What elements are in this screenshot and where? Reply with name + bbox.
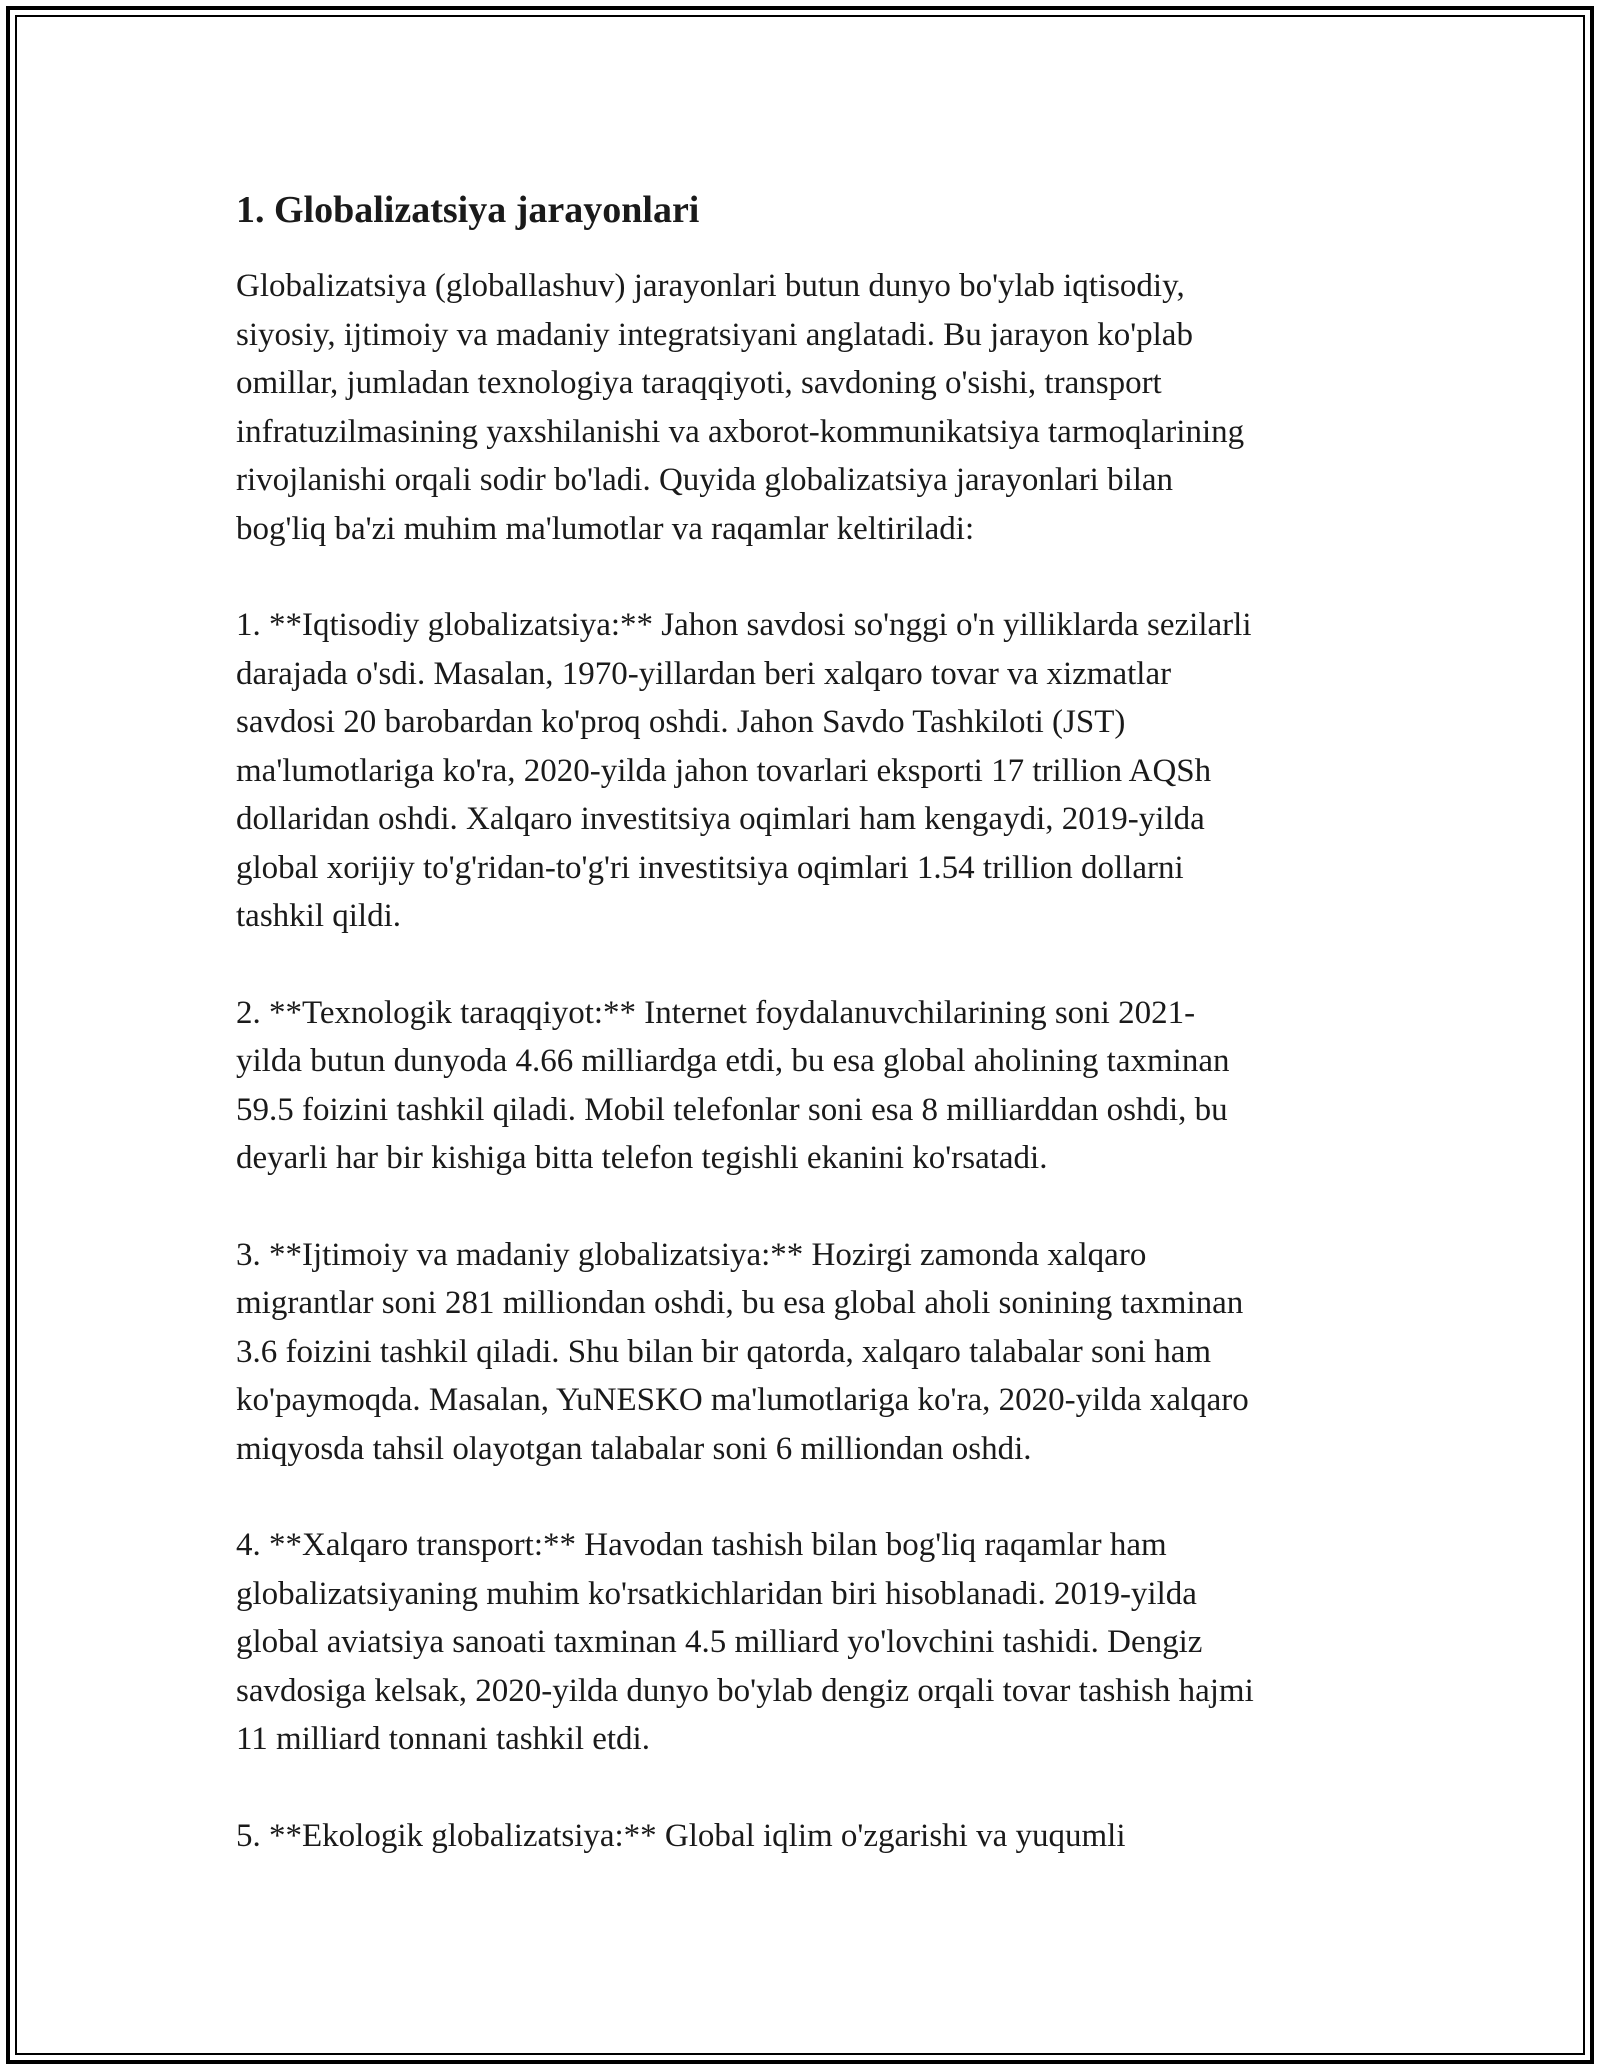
- text-line: global xorijiy to'g'ridan-to'g'ri investitsiya oqimlari 1.54 trillion dollarni: [236, 849, 1184, 886]
- paragraph-list: [236, 262, 1386, 1860]
- text-line: 2. **Texnologik taraqqiyot:** Internet foydalanuvchilarining soni 2021-: [236, 994, 1196, 1031]
- text-line: 5. **Ekologik globalizatsiya:** Global iqlim o'zgarishi va yuqumli: [236, 1817, 1126, 1854]
- text-line: ko'paymoqda. Masalan, YuNESKO ma'lumotlariga ko'ra, 2020-yilda xalqaro: [236, 1382, 1249, 1418]
- text-line: 3. **Ijtimoiy va madaniy globalizatsiya:** Hozirgi zamonda xalqaro: [236, 1236, 1147, 1273]
- text-line: darajada o'sdi. Masalan, 1970-yillardan beri xalqaro tovar va xizmatlar: [236, 655, 1172, 692]
- text-line: bog'liq ba'zi muhim ma'lumotlar va raqamlar keltiriladi:: [236, 510, 975, 547]
- document-title: 1. Globalizatsiya jarayonlari: [236, 189, 700, 231]
- paragraph-item-3: [236, 1231, 1386, 1474]
- text-line: global aviatsiya sanoati taxminan 4.5 milliard yo'lovchini tashidi. Dengiz: [236, 1624, 1203, 1660]
- text-line: globalizatsiyaning muhim ko'rsatkichlaridan biri hisoblanadi. 2019-yilda: [236, 1575, 1197, 1612]
- text-line: deyarli har bir kishiga bitta telefon tegishli ekanini ko'rsatadi.: [236, 1140, 1048, 1176]
- text-line: savdosi 20 barobardan ko'proq oshdi. Jahon Savdo Tashkiloti (JST): [236, 704, 1126, 740]
- text-line: 11 milliard tonnani tashkil etdi.: [236, 1721, 650, 1757]
- text-line: savdosiga kelsak, 2020-yilda dunyo bo'ylab dengiz orqali tovar tashish hajmi: [236, 1672, 1254, 1709]
- paragraph-item-4: [236, 1521, 1386, 1764]
- text-line: yilda butun dunyoda 4.66 milliardga etdi, bu esa global aholining taxminan: [236, 1043, 1230, 1079]
- text-line: miqyosda tahsil olayotgan talabalar soni 6 milliondan oshdi.: [236, 1430, 1032, 1467]
- text-line: 4. **Xalqaro transport:** Havodan tashish bilan bog'liq raqamlar ham: [236, 1527, 1167, 1563]
- text-line: dollaridan oshdi. Xalqaro investitsiya oqimlari ham kengaydi, 2019-yilda: [236, 801, 1205, 837]
- text-line: siyosiy, ijtimoiy va madaniy integratsiyani anglatadi. Bu jarayon ko'plab: [236, 316, 1193, 353]
- paragraph-item-1: [236, 601, 1386, 941]
- paragraph-item-5: [236, 1812, 1386, 1861]
- text-line: omillar, jumladan texnologiya taraqqiyoti, savdoning o'sishi, transport: [236, 365, 1162, 401]
- text-line: tashkil qildi.: [236, 898, 401, 934]
- text-line: 3.6 foizini tashkil qiladi. Shu bilan bir qatorda, xalqaro talabalar soni ham: [236, 1333, 1212, 1370]
- document-body: [236, 186, 1386, 1908]
- text-line: Globalizatsiya (globallashuv) jarayonlari butun dunyo bo'ylab iqtisodiy,: [236, 268, 1185, 304]
- text-line: ma'lumotlariga ko'ra, 2020-yilda jahon tovarlari eksporti 17 trillion AQSh: [236, 752, 1212, 789]
- text-line: infratuzilmasining yaxshilanishi va axborot-kommunikatsiya tarmoqlarining: [236, 413, 1245, 450]
- text-line: migrantlar soni 281 milliondan oshdi, bu esa global aholi sonining taxminan: [236, 1285, 1244, 1321]
- paragraph-intro: [236, 262, 1386, 553]
- text-line: 59.5 foizini tashkil qiladi. Mobil telefonlar soni esa 8 milliarddan oshdi, bu: [236, 1091, 1228, 1128]
- paragraph-item-2: [236, 989, 1386, 1183]
- text-line: 1. **Iqtisodiy globalizatsiya:** Jahon savdosi so'nggi o'n yilliklarda sezilarli: [236, 607, 1252, 643]
- text-line: rivojlanishi orqali sodir bo'ladi. Quyida globalizatsiya jarayonlari bilan: [236, 462, 1174, 498]
